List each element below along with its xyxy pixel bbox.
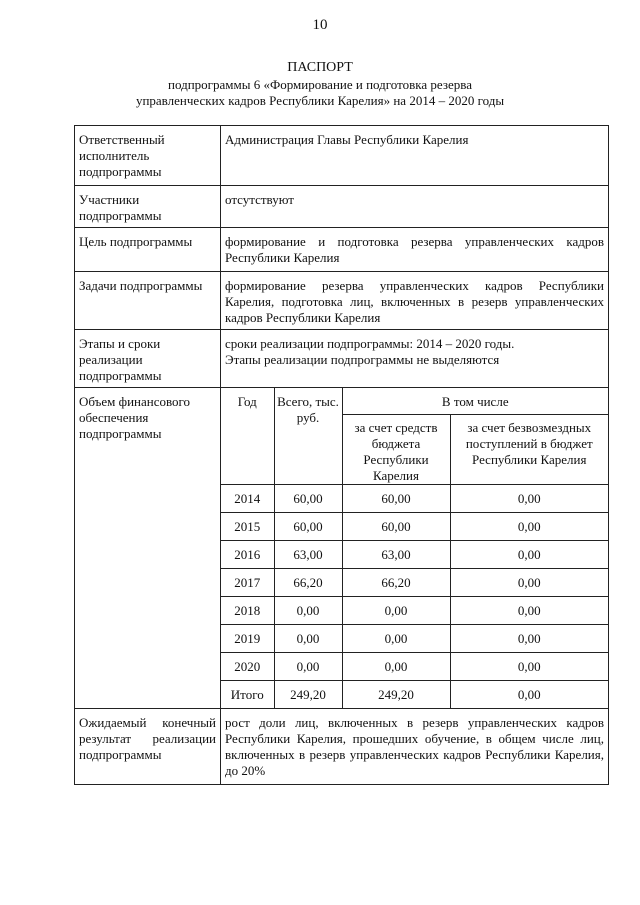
row-tasks [75,272,609,330]
subtitle-line-2: управленческих кадров Республики Карелия» на 2014 – 2020 годы [135,93,505,108]
stages-value-line-2: Этапы реализации подпрограммы не выделяются [225,352,500,367]
financing-value [221,388,609,709]
col-total-header: Всего, тыс. руб. [274,388,342,485]
document-header [0,60,640,109]
table-row [221,541,608,569]
goal-label: Цель подпрограммы [75,228,221,272]
page-number: 10 [312,17,328,33]
grants-cell: 0,00 [450,653,608,681]
budget-cell: 63,00 [342,541,450,569]
budget-cell: 60,00 [342,485,450,513]
table-row [221,625,608,653]
grants-cell: 0,00 [450,569,608,597]
budget-cell: 0,00 [342,625,450,653]
total-cell: 60,00 [274,485,342,513]
total-cell: 63,00 [274,541,342,569]
row-goal [75,228,609,272]
total-cell: 0,00 [274,653,342,681]
total-cell: 249,20 [274,681,342,709]
budget-cell: 0,00 [342,597,450,625]
tasks-value: формирование резерва управленческих кадров Республики Карелия, подготовка лиц, включенных в резерв управленческих кадров Республики Карелия [221,272,609,330]
financing-label: Объем финансового обеспечения подпрограммы [75,388,221,709]
year-cell: 2018 [221,597,274,625]
expected-label: Ожидаемый конечный результат реализации подпрограммы [75,709,221,785]
col-including-header: В том числе [342,388,608,415]
row-participants [75,186,609,228]
table-row [221,485,608,513]
grants-cell: 0,00 [450,513,608,541]
col-year-header: Год [221,388,274,485]
table-row [221,653,608,681]
grants-cell: 0,00 [450,597,608,625]
grants-cell: 0,00 [450,485,608,513]
responsible-value: Администрация Главы Республики Карелия [221,126,609,186]
col-grants-header: за счет безвозмездных поступлений в бюджет Республики Карелия [450,415,608,485]
budget-cell: 249,20 [342,681,450,709]
total-cell: 0,00 [274,597,342,625]
year-cell: Итого [221,681,274,709]
financing-header-row [221,388,608,415]
stages-value [221,330,609,388]
table-row-total [221,681,608,709]
col-budget-header: за счет средств бюджета Республики Карелия [342,415,450,485]
year-cell: 2019 [221,625,274,653]
row-stages [75,330,609,388]
total-cell: 60,00 [274,513,342,541]
budget-cell: 60,00 [342,513,450,541]
responsible-label: Ответственный исполнитель подпрограммы [75,126,221,186]
grants-cell: 0,00 [450,681,608,709]
year-cell: 2017 [221,569,274,597]
passport-title: ПАСПОРТ [287,60,353,75]
total-cell: 0,00 [274,625,342,653]
year-cell: 2015 [221,513,274,541]
financing-table [221,388,608,708]
total-cell: 66,20 [274,569,342,597]
table-row [221,513,608,541]
goal-value: формирование и подготовка резерва управленческих кадров Республики Карелия [221,228,609,272]
budget-cell: 0,00 [342,653,450,681]
table-row [221,597,608,625]
row-responsible [75,126,609,186]
year-cell: 2014 [221,485,274,513]
passport-table [74,125,609,785]
year-cell: 2020 [221,653,274,681]
budget-cell: 66,20 [342,569,450,597]
expected-value: рост доли лиц, включенных в резерв управленческих кадров Республики Карелия, прошедших обучение, в общем числе лиц, включенных в резерв управленческих кадров Республики Карелия, до 20% [221,709,609,785]
stages-label: Этапы и сроки реализации подпрограммы [75,330,221,388]
stages-value-line-1: сроки реализации подпрограммы: 2014 – 2020 годы. [225,336,515,351]
table-row [221,569,608,597]
subtitle-line-1: подпрограммы 6 «Формирование и подготовка резерва [168,77,472,92]
row-financing [75,388,609,709]
tasks-label: Задачи подпрограммы [75,272,221,330]
year-cell: 2016 [221,541,274,569]
grants-cell: 0,00 [450,541,608,569]
participants-label: Участники подпрограммы [75,186,221,228]
participants-value: отсутствуют [221,186,609,228]
row-expected [75,709,609,785]
grants-cell: 0,00 [450,625,608,653]
